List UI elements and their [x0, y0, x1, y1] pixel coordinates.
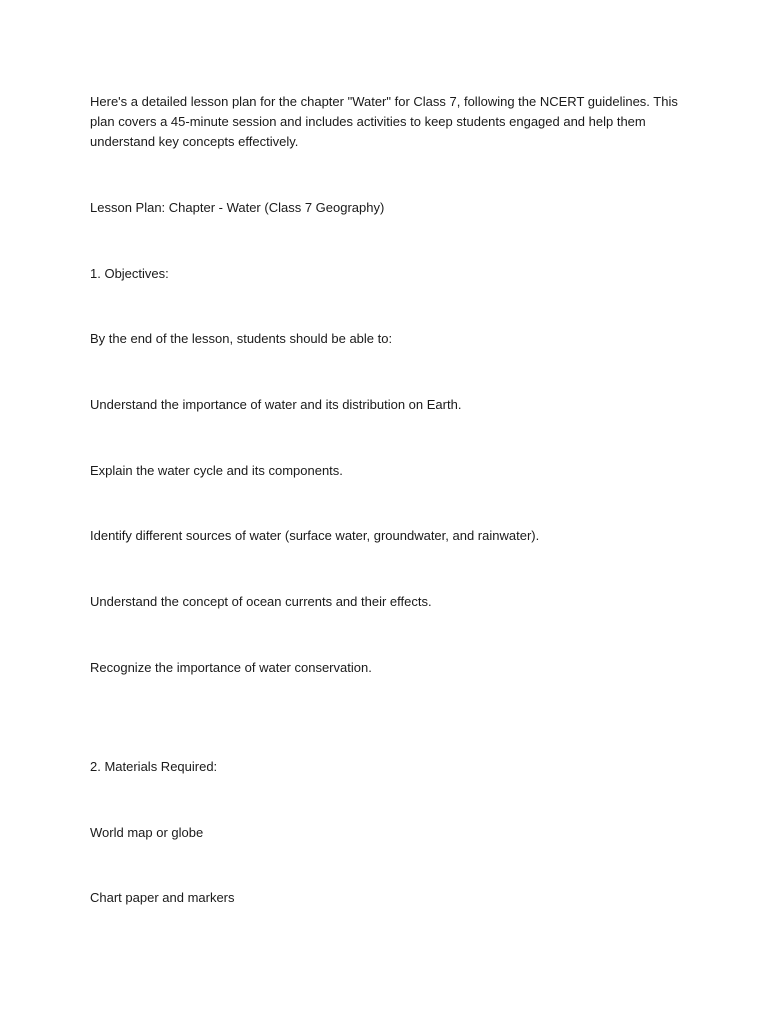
lesson-title: Lesson Plan: Chapter - Water (Class 7 Geography) [90, 200, 385, 215]
objective-item: Understand the concept of ocean currents and their effects. [90, 594, 432, 609]
objective-item: Understand the importance of water and its distribution on Earth. [90, 397, 462, 412]
objective-item: Identify different sources of water (surface water, groundwater, and rainwater). [90, 528, 540, 543]
objective-item: Recognize the importance of water conservation. [90, 660, 372, 675]
material-item: Chart paper and markers [90, 890, 235, 905]
objective-item: Explain the water cycle and its components. [90, 463, 343, 478]
materials-heading: 2. Materials Required: [90, 759, 218, 774]
objectives-intro: By the end of the lesson, students should be able to: [90, 331, 393, 346]
material-item: World map or globe [90, 825, 204, 840]
objectives-heading: 1. Objectives: [90, 266, 169, 281]
intro-paragraph: Here's a detailed lesson plan for the chapter "Water" for Class 7, following the NCERT guidelines. This plan covers a 45-minute session and includes activities to keep students engaged and help them understand key concepts effectively. [90, 94, 678, 149]
